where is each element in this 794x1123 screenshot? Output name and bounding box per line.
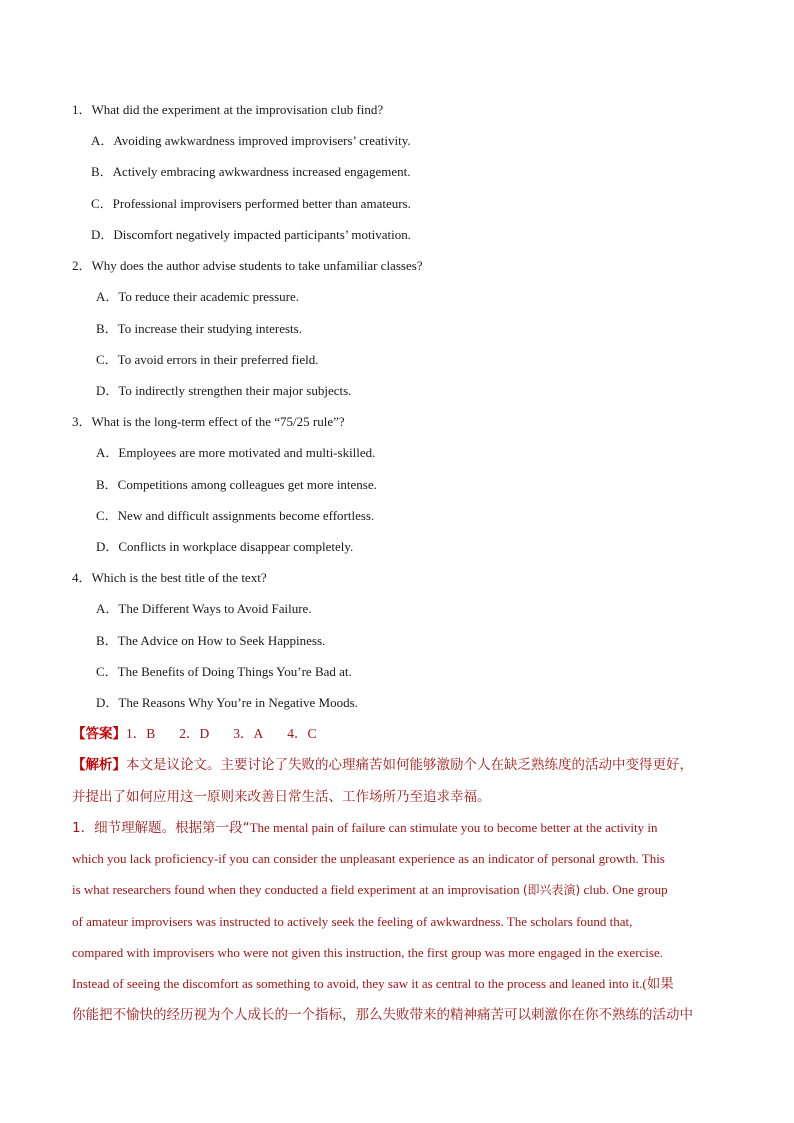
- answer-item-3: 3．A: [233, 726, 264, 741]
- question-2-option-a: A．To reduce their academic pressure.: [96, 289, 300, 304]
- question-1-option-a: A．Avoiding awkwardness improved improvisers’ creativity.: [91, 133, 411, 148]
- question-3-option-d: D．Conflicts in workplace disappear completely.: [96, 539, 354, 554]
- detail-line-1: [72, 820, 658, 836]
- detail-line-3-a: is what researchers found when they conducted a field experiment at an improvisation: [72, 882, 523, 897]
- question-3-option-c: C．New and difficult assignments become effortless.: [96, 508, 375, 523]
- question-1-stem: 1．What did the experiment at the improvisation club find?: [72, 102, 384, 117]
- answer-item-2: 2．D: [179, 726, 210, 741]
- question-2-option-d: D．To indirectly strengthen their major subjects.: [96, 383, 352, 398]
- question-3-stem: 3．What is the long-term effect of the “75/25 rule”?: [72, 414, 345, 429]
- detail-line-6-zh: 如果: [646, 976, 674, 992]
- detail-line-3: [72, 882, 668, 898]
- question-4-option-d: D．The Reasons Why You’re in Negative Moods.: [96, 695, 358, 710]
- detail-line-3-b: club. One group: [580, 882, 668, 897]
- answer-item-1: 1．B: [126, 726, 156, 741]
- detail-line-6: [72, 976, 674, 992]
- question-2-stem: 2．Why does the author advise students to take unfamiliar classes?: [72, 258, 423, 273]
- analysis-text-1: 本文是议论文。主要讨论了失败的心理痛苦如何能够激励个人在缺乏熟练度的活动中变得更好，: [126, 757, 693, 773]
- answer-line: [72, 726, 317, 742]
- question-1-option-d: D．Discomfort negatively impacted participants’ motivation.: [91, 227, 411, 242]
- detail-line-3-zh: (即兴表演): [522, 883, 581, 897]
- question-3-option-b: B．Competitions among colleagues get more intense.: [96, 477, 377, 492]
- question-4-option-c: C．The Benefits of Doing Things You’re Bad at.: [96, 664, 352, 679]
- answer-label: 【答案】: [72, 726, 126, 742]
- detail-line-2: which you lack proficiency-if you can consider the unpleasant experience as an indicator of personal growth. This: [72, 851, 665, 866]
- question-3-option-a: A．Employees are more motivated and multi-skilled.: [96, 445, 376, 460]
- analysis-line-2: 并提出了如何应用这一原则来改善日常生活、工作场所乃至追求幸福。: [72, 789, 491, 805]
- question-4-option-a: A．The Different Ways to Avoid Failure.: [96, 601, 312, 616]
- detail-line-1-en: The mental pain of failure can stimulate you to become better at the activity in: [249, 820, 658, 835]
- detail-line-7: 你能把不愉快的经历视为个人成长的一个指标，那么失败带来的精神痛苦可以刺激你在你不熟练的活动中: [72, 1007, 693, 1023]
- analysis-line-1: [72, 757, 693, 773]
- detail-line-6-en: Instead of seeing the discomfort as something to avoid, they saw it as central to the process and leaned into it.(: [72, 976, 647, 991]
- detail-line-4: of amateur improvisers was instructed to actively seek the feeling of awkwardness. The scholars found that,: [72, 914, 633, 929]
- question-1-option-b: B．Actively embracing awkwardness increased engagement.: [91, 164, 411, 179]
- detail-intro: 1．细节理解题。根据第一段“: [72, 820, 250, 836]
- detail-line-5: compared with improvisers who were not given this instruction, the first group was more engaged in the exercise.: [72, 945, 663, 960]
- analysis-label: 【解析】: [72, 757, 126, 773]
- question-2-option-b: B．To increase their studying interests.: [96, 321, 302, 336]
- question-4-option-b: B．The Advice on How to Seek Happiness.: [96, 633, 326, 648]
- question-2-option-c: C．To avoid errors in their preferred field.: [96, 352, 319, 367]
- question-1-option-c: C．Professional improvisers performed better than amateurs.: [91, 196, 411, 211]
- question-4-stem: 4．Which is the best title of the text?: [72, 570, 267, 585]
- answer-item-4: 4．C: [287, 726, 317, 741]
